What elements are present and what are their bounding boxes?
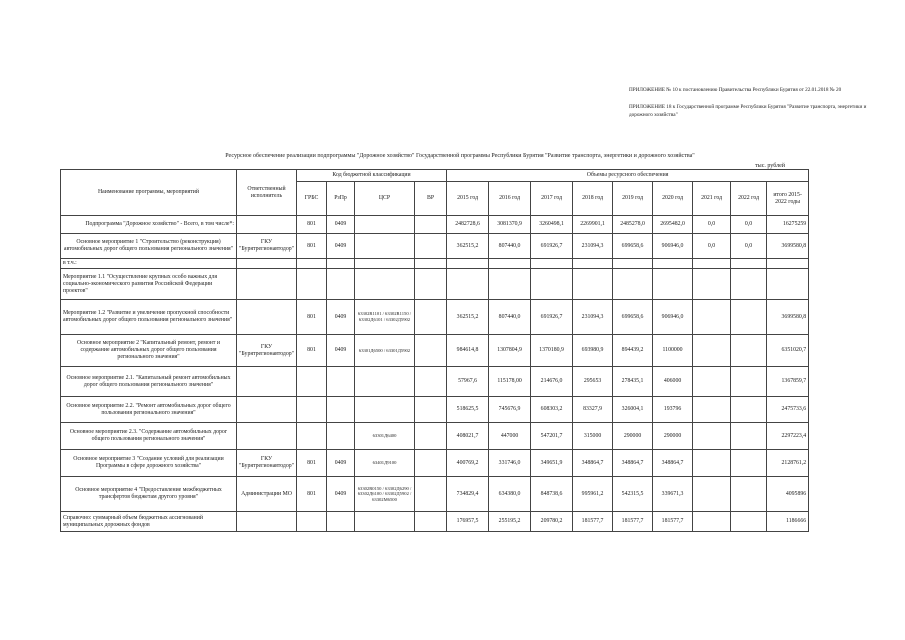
row-value: 331746,0 xyxy=(489,450,531,477)
row-value: 349651,9 xyxy=(531,450,573,477)
row-value: 2695482,0 xyxy=(653,216,693,234)
row-value xyxy=(573,269,613,300)
row-value: 906946,0 xyxy=(653,234,693,259)
row-value: 57967,6 xyxy=(447,367,489,397)
row-vr xyxy=(415,335,447,367)
row-value: 362515,2 xyxy=(447,300,489,335)
row-executor xyxy=(237,216,297,234)
row-executor: ГКУ "Бурятрегионавтодор" xyxy=(237,450,297,477)
row-csr: 63302R1101 / 63302R1150 / 63302Д6101 / 63302Д5902 xyxy=(355,300,415,335)
row-value: 2475733,6 xyxy=(767,397,809,423)
row-value: 290000 xyxy=(653,423,693,450)
row-name: Основное мероприятие 3 "Создание условий для реализации Программы в сфере дорожного хозяйства" xyxy=(61,450,237,477)
table-row xyxy=(61,450,809,477)
row-grbs xyxy=(297,397,327,423)
row-value xyxy=(693,269,731,300)
row-rzpr: 0409 xyxy=(327,477,355,512)
row-value: 984614,8 xyxy=(447,335,489,367)
table-row xyxy=(61,259,809,269)
row-value: 362515,2 xyxy=(447,234,489,259)
row-value: 906946,0 xyxy=(653,300,693,335)
resource-table xyxy=(60,169,809,532)
header-year-2015: 2015 год xyxy=(447,182,489,216)
row-executor xyxy=(237,367,297,397)
row-name: Мероприятие 1.2 "Развитие и увеличение пропускной способности автомобильных дорог общего пользования регионального значения" xyxy=(61,300,237,335)
row-value: 995961,2 xyxy=(573,477,613,512)
row-value xyxy=(693,423,731,450)
row-executor xyxy=(237,300,297,335)
row-value xyxy=(447,259,489,269)
row-value xyxy=(731,259,767,269)
header-budget-code: Код бюджетной классификации xyxy=(297,170,447,182)
row-value: 1307804,9 xyxy=(489,335,531,367)
row-value xyxy=(693,397,731,423)
row-value: 2297223,4 xyxy=(767,423,809,450)
row-vr xyxy=(415,367,447,397)
row-value: 115178,00 xyxy=(489,367,531,397)
row-value xyxy=(693,367,731,397)
appendix-line-1: ПРИЛОЖЕНИЕ № 10 к постановлению Правительства Республики Бурятия от 22.01.2018 № 20 xyxy=(629,87,842,93)
row-grbs: 801 xyxy=(297,300,327,335)
row-vr xyxy=(415,423,447,450)
row-value xyxy=(731,423,767,450)
row-rzpr: 0409 xyxy=(327,234,355,259)
row-value: 315000 xyxy=(573,423,613,450)
row-value: 326004,1 xyxy=(613,397,653,423)
row-value xyxy=(693,259,731,269)
row-vr xyxy=(415,259,447,269)
row-executor xyxy=(237,397,297,423)
row-value: 231094,3 xyxy=(573,300,613,335)
row-value: 339671,3 xyxy=(653,477,693,512)
row-grbs: 801 xyxy=(297,216,327,234)
row-vr xyxy=(415,477,447,512)
row-executor: Администрации МО xyxy=(237,477,297,512)
row-name: Основное мероприятие 2 "Капитальный ремонт, ремонт и содержание автомобильных дорог общего пользования регионального значения" xyxy=(61,335,237,367)
row-csr xyxy=(355,397,415,423)
row-value: 348864,7 xyxy=(613,450,653,477)
row-executor: ГКУ "Бурятрегионавтодор" xyxy=(237,234,297,259)
header-code-vr: ВР xyxy=(415,182,447,216)
table-row xyxy=(61,423,809,450)
row-value xyxy=(731,397,767,423)
row-value: 807440,0 xyxy=(489,234,531,259)
row-value: 3699580,8 xyxy=(767,300,809,335)
row-value: 2482728,6 xyxy=(447,216,489,234)
row-value xyxy=(731,335,767,367)
row-value xyxy=(693,450,731,477)
row-grbs xyxy=(297,259,327,269)
header-year-2018: 2018 год xyxy=(573,182,613,216)
row-value xyxy=(447,269,489,300)
table-row xyxy=(61,234,809,259)
row-name: в т.ч.: xyxy=(61,259,237,269)
row-value xyxy=(693,512,731,532)
row-vr xyxy=(415,234,447,259)
document-title: Ресурсное обеспечение реализации подпрограммы "Дорожное хозяйство" Государственной программы Республики Бурятия "Развитие транспорта, энергетики и дорожного хозяйства" xyxy=(225,153,695,159)
row-executor xyxy=(237,259,297,269)
row-rzpr xyxy=(327,423,355,450)
row-name: Основное мероприятие 4 "Предоставление межбюджетных трансфертов бюджетам другого уровня" xyxy=(61,477,237,512)
row-name: Основное мероприятие 2.1. "Капитальный ремонт автомобильных дорог общего пользования регионального значения" xyxy=(61,367,237,397)
row-rzpr: 0409 xyxy=(327,335,355,367)
row-grbs: 801 xyxy=(297,450,327,477)
row-rzpr: 0409 xyxy=(327,450,355,477)
header-volumes: Объемы ресурсного обеспечения xyxy=(447,170,809,182)
header-name: Наименование программы, мероприятий xyxy=(61,170,237,216)
row-value xyxy=(731,512,767,532)
row-rzpr xyxy=(327,269,355,300)
row-value xyxy=(693,335,731,367)
row-value: 542315,5 xyxy=(613,477,653,512)
row-value: 193796 xyxy=(653,397,693,423)
row-value: 547201,7 xyxy=(531,423,573,450)
row-name: Основное мероприятие 1 "Строительство (реконструкция) автомобильных дорог общего пользования регионального значения" xyxy=(61,234,237,259)
row-value: 745676,9 xyxy=(489,397,531,423)
table-row xyxy=(61,367,809,397)
row-value: 2128761,2 xyxy=(767,450,809,477)
row-vr xyxy=(415,269,447,300)
row-value: 699658,6 xyxy=(613,300,653,335)
row-value: 1367859,7 xyxy=(767,367,809,397)
row-grbs xyxy=(297,269,327,300)
row-value: 447000 xyxy=(489,423,531,450)
row-grbs xyxy=(297,423,327,450)
row-name: Основное мероприятие 2.2. "Ремонт автомобильных дорог общего пользования регионального значения" xyxy=(61,397,237,423)
row-value: 699658,6 xyxy=(613,234,653,259)
row-value: 4095896 xyxy=(767,477,809,512)
table-row xyxy=(61,300,809,335)
row-rzpr: 0409 xyxy=(327,216,355,234)
row-value xyxy=(489,259,531,269)
row-value xyxy=(489,269,531,300)
row-value xyxy=(731,367,767,397)
row-vr xyxy=(415,300,447,335)
row-executor xyxy=(237,269,297,300)
row-value: 295653 xyxy=(573,367,613,397)
row-value: 214676,0 xyxy=(531,367,573,397)
row-csr: 63301Д6500 / 63301Д5902 xyxy=(355,335,415,367)
row-name: Справочно: суммарный объем бюджетных ассигнований муниципальных дорожных фондов xyxy=(61,512,237,532)
row-value: 848738,6 xyxy=(531,477,573,512)
row-value: 634380,0 xyxy=(489,477,531,512)
row-executor: ГКУ "Бурятрегионавтодор" xyxy=(237,335,297,367)
row-value: 2485278,0 xyxy=(613,216,653,234)
row-value: 231094,3 xyxy=(573,234,613,259)
row-csr: 63302R0150 / 63302Д6290 / 63302Д6100 / 63302Д5902 / 63302M6500 xyxy=(355,477,415,512)
row-csr: 63301Д6400 xyxy=(355,423,415,450)
row-value xyxy=(731,300,767,335)
table-row xyxy=(61,269,809,300)
row-name: Подпрограмма "Дорожное хозяйство" - Всего, в том числе*: xyxy=(61,216,237,234)
row-value: 408021,7 xyxy=(447,423,489,450)
row-value: 181577,7 xyxy=(573,512,613,532)
row-value xyxy=(731,477,767,512)
row-value: 1186666 xyxy=(767,512,809,532)
row-csr xyxy=(355,216,415,234)
table-row xyxy=(61,477,809,512)
row-value: 3081370,9 xyxy=(489,216,531,234)
row-grbs: 801 xyxy=(297,335,327,367)
row-value: 16275259 xyxy=(767,216,809,234)
header-year-2016: 2016 год xyxy=(489,182,531,216)
row-value: 348864,7 xyxy=(573,450,613,477)
row-rzpr xyxy=(327,367,355,397)
row-value: 0,0 xyxy=(693,234,731,259)
row-value xyxy=(693,477,731,512)
header-code-csr: ЦСР xyxy=(355,182,415,216)
row-csr xyxy=(355,269,415,300)
header-year-2020: 2020 год xyxy=(653,182,693,216)
header-total: итого 2015-2022 годы xyxy=(767,182,809,216)
table-row xyxy=(61,397,809,423)
header-year-2021: 2021 год xyxy=(693,182,731,216)
row-value: 734829,4 xyxy=(447,477,489,512)
row-value: 400769,2 xyxy=(447,450,489,477)
row-value xyxy=(573,259,613,269)
header-code-rzpr: РзПр xyxy=(327,182,355,216)
header-code-grbs: ГРБС xyxy=(297,182,327,216)
row-value: 255195,2 xyxy=(489,512,531,532)
row-csr xyxy=(355,512,415,532)
row-vr xyxy=(415,397,447,423)
row-executor xyxy=(237,423,297,450)
header-executor: Ответственный исполнитель xyxy=(237,170,297,216)
row-value: 1370180,9 xyxy=(531,335,573,367)
row-vr xyxy=(415,450,447,477)
row-value: 83327,9 xyxy=(573,397,613,423)
row-vr xyxy=(415,216,447,234)
row-value: 807440,0 xyxy=(489,300,531,335)
row-value: 608303,2 xyxy=(531,397,573,423)
row-vr xyxy=(415,512,447,532)
row-value: 406000 xyxy=(653,367,693,397)
row-value: 209780,2 xyxy=(531,512,573,532)
row-value: 290000 xyxy=(613,423,653,450)
table-row xyxy=(61,216,809,234)
row-value: 2269901,1 xyxy=(573,216,613,234)
header-year-2019: 2019 год xyxy=(613,182,653,216)
row-value: 691926,7 xyxy=(531,300,573,335)
row-executor xyxy=(237,512,297,532)
row-rzpr xyxy=(327,397,355,423)
appendix-header xyxy=(629,86,879,128)
row-value xyxy=(767,269,809,300)
row-value xyxy=(653,259,693,269)
row-value xyxy=(531,259,573,269)
row-value: 518625,5 xyxy=(447,397,489,423)
row-value: 894439,2 xyxy=(613,335,653,367)
row-grbs: 801 xyxy=(297,477,327,512)
row-value xyxy=(531,269,573,300)
row-csr: 63401Д9100 xyxy=(355,450,415,477)
row-value xyxy=(693,300,731,335)
row-value: 693980,9 xyxy=(573,335,613,367)
row-value xyxy=(767,259,809,269)
row-value: 278435,1 xyxy=(613,367,653,397)
row-rzpr: 0409 xyxy=(327,300,355,335)
row-grbs xyxy=(297,367,327,397)
row-grbs xyxy=(297,512,327,532)
header-year-2017: 2017 год xyxy=(531,182,573,216)
row-value: 348864,7 xyxy=(653,450,693,477)
row-value: 181577,7 xyxy=(613,512,653,532)
row-value: 3699580,8 xyxy=(767,234,809,259)
row-value xyxy=(613,259,653,269)
row-csr xyxy=(355,234,415,259)
row-value: 0,0 xyxy=(731,216,767,234)
row-value: 3260498,1 xyxy=(531,216,573,234)
row-rzpr xyxy=(327,512,355,532)
row-grbs: 801 xyxy=(297,234,327,259)
row-value: 6351020,7 xyxy=(767,335,809,367)
row-value: 181577,7 xyxy=(653,512,693,532)
row-name: Основное мероприятие 2.3. "Содержание автомобильных дорог общего пользования регионального значения" xyxy=(61,423,237,450)
row-csr xyxy=(355,259,415,269)
row-rzpr xyxy=(327,259,355,269)
appendix-line-2: ПРИЛОЖЕНИЕ 18 к Государственной программе Республики Бурятия "Развитие транспорта, энергетики и дорожного хозяйства" xyxy=(629,104,867,118)
row-value: 1100000 xyxy=(653,335,693,367)
row-value: 0,0 xyxy=(731,234,767,259)
row-value xyxy=(613,269,653,300)
row-value xyxy=(653,269,693,300)
row-value: 176957,5 xyxy=(447,512,489,532)
row-csr xyxy=(355,367,415,397)
units-label: тыс. рублей xyxy=(755,163,785,169)
table-row xyxy=(61,335,809,367)
table-row xyxy=(61,512,809,532)
row-value: 691926,7 xyxy=(531,234,573,259)
row-name: Мероприятие 1.1 "Осуществление крупных особо важных для социально-экономического развития Российской Федерации проектов" xyxy=(61,269,237,300)
row-value xyxy=(731,269,767,300)
header-year-2022: 2022 год xyxy=(731,182,767,216)
row-value: 0,0 xyxy=(693,216,731,234)
row-value xyxy=(731,450,767,477)
